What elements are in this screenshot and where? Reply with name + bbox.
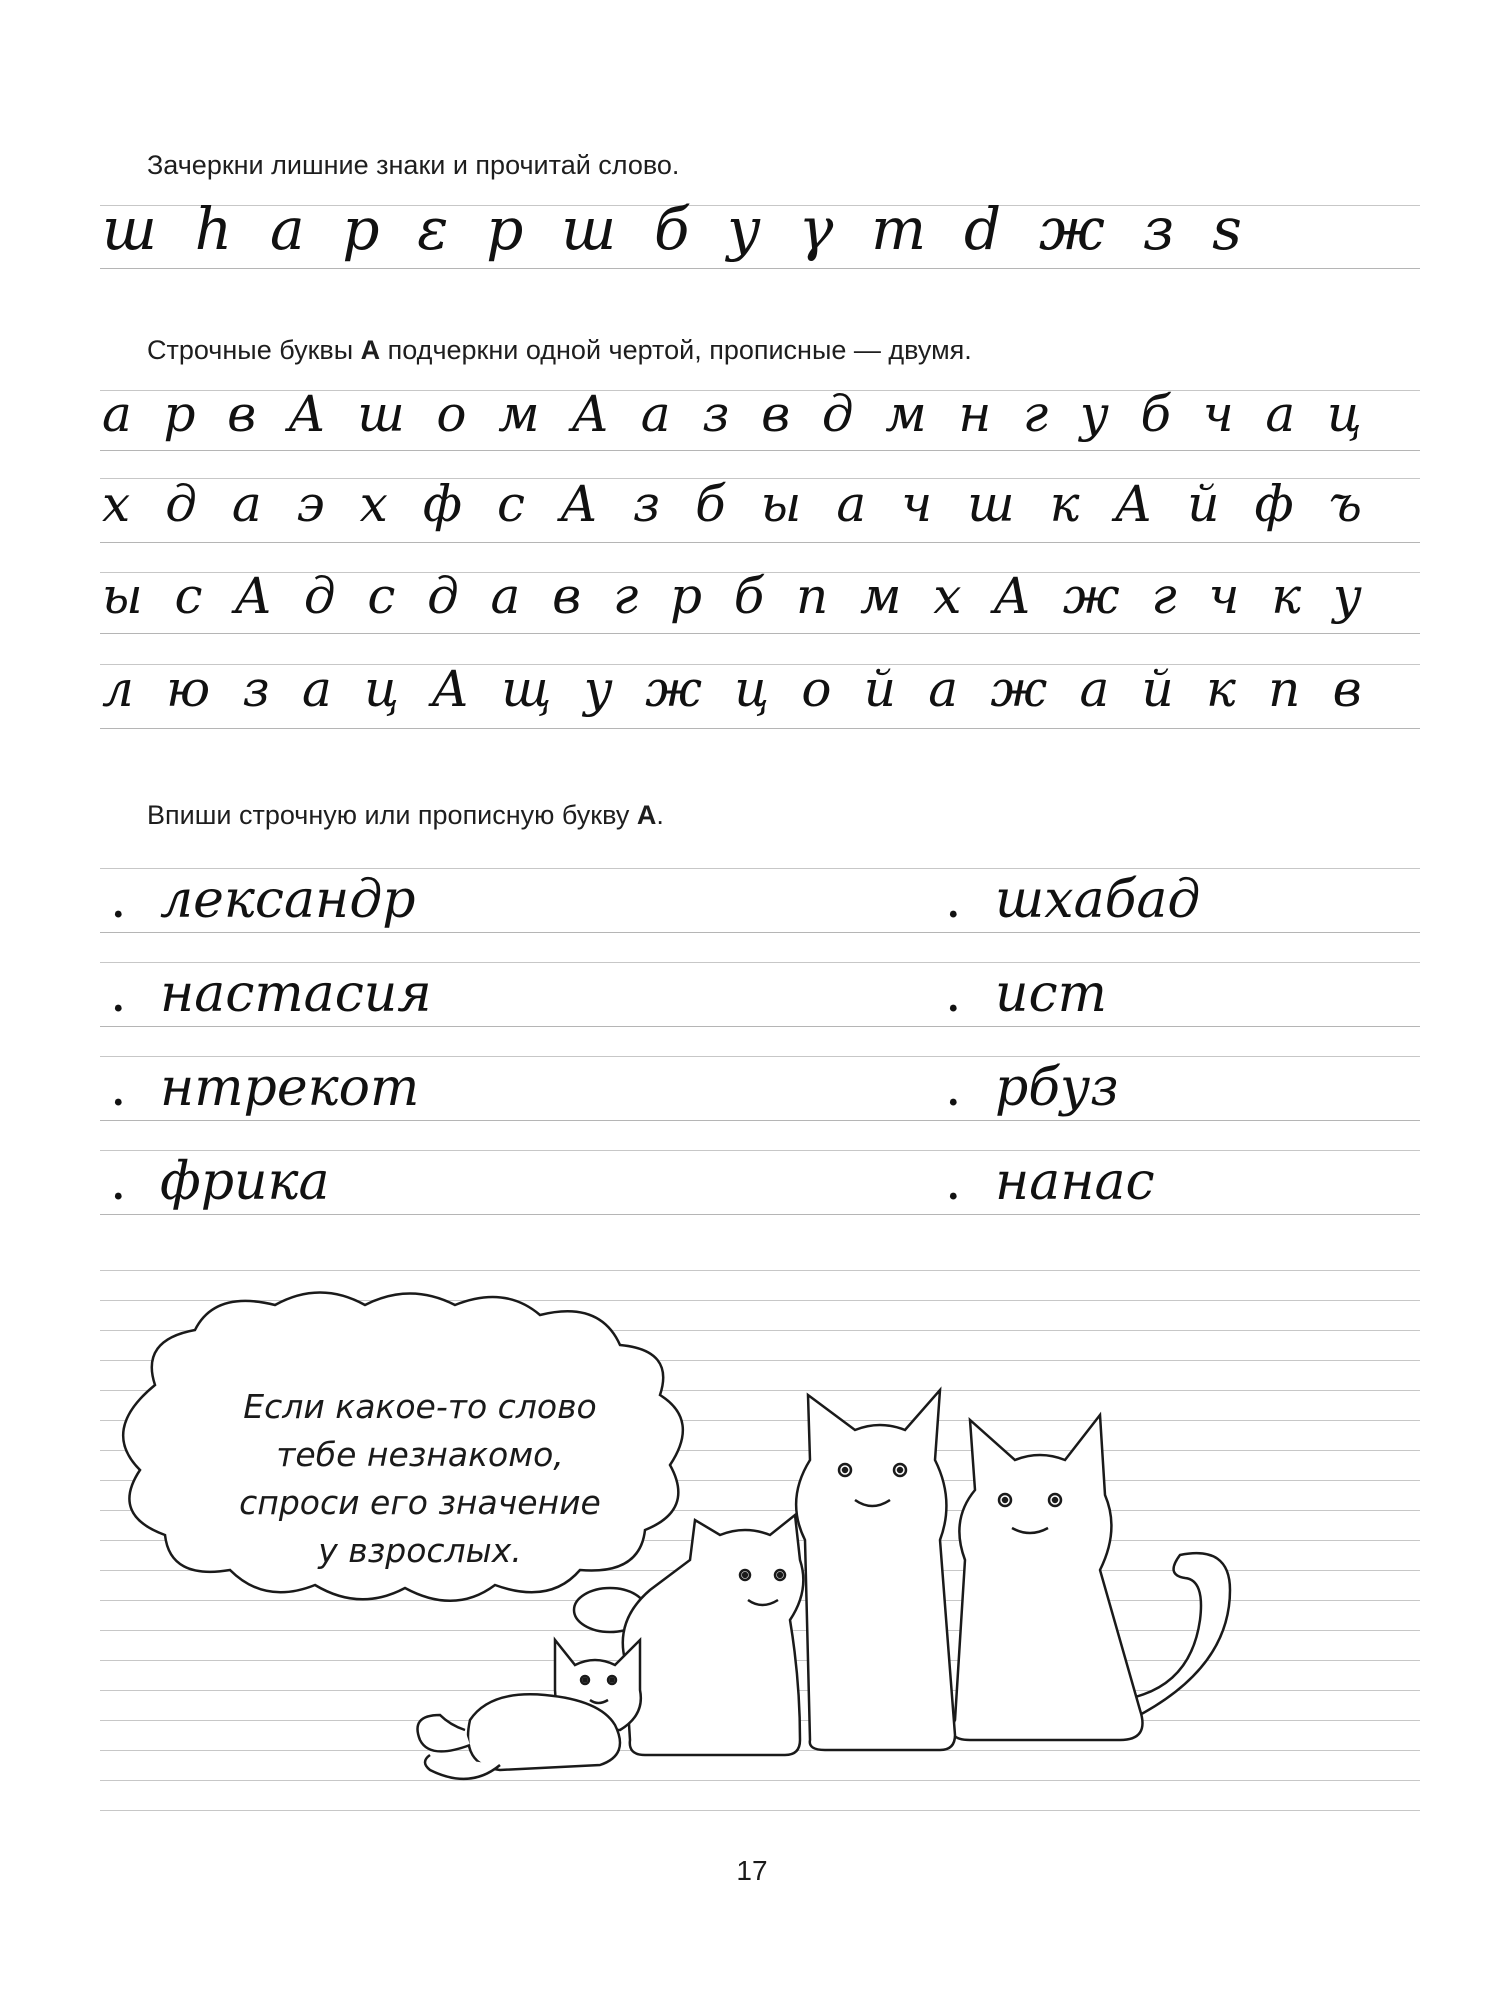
word-fragment: нанас xyxy=(995,1152,1155,1212)
cursive-letter[interactable]: л xyxy=(102,660,134,718)
cursive-letter[interactable]: у xyxy=(727,195,761,263)
blank-letter-slot[interactable]: . xyxy=(945,870,962,930)
cursive-letter[interactable]: ш xyxy=(967,475,1015,533)
cursive-letter[interactable]: а xyxy=(836,475,867,533)
cursive-letter[interactable]: к xyxy=(1049,475,1080,533)
cursive-letter[interactable]: у xyxy=(583,660,613,718)
cursive-letter[interactable]: к xyxy=(1271,567,1302,625)
cursive-letter[interactable]: А xyxy=(571,385,610,443)
cursive-letter[interactable]: А xyxy=(1114,475,1153,533)
cursive-letter[interactable]: a xyxy=(269,195,305,263)
cursive-letter[interactable]: ш xyxy=(561,195,617,263)
cursive-letter[interactable]: у xyxy=(1079,385,1109,443)
cursive-letter[interactable]: й xyxy=(863,660,896,718)
cursive-letter[interactable]: м xyxy=(498,385,540,443)
bubble-line: спроси его значение xyxy=(239,1483,601,1522)
cursive-letter[interactable]: а xyxy=(640,385,671,443)
cursive-letter[interactable]: н xyxy=(958,385,992,443)
speech-bubble-text xyxy=(190,1383,650,1575)
cursive-letter[interactable]: p xyxy=(342,195,380,263)
cursive-letter[interactable]: й xyxy=(1187,475,1220,533)
word-fragment: шхабад xyxy=(995,870,1201,930)
cursive-letter[interactable]: а xyxy=(1265,385,1296,443)
cursive-letter[interactable]: д xyxy=(303,567,336,625)
cursive-letter[interactable]: ш xyxy=(357,385,405,443)
cursive-letter[interactable]: х xyxy=(933,567,962,625)
cursive-letter[interactable]: п xyxy=(1268,660,1301,718)
cursive-letter[interactable]: д xyxy=(821,385,854,443)
cursive-letter[interactable]: ъ xyxy=(1328,475,1362,533)
cursive-letter[interactable]: ε xyxy=(417,195,449,263)
cursive-letter[interactable]: ю xyxy=(166,660,211,718)
cursive-letter[interactable]: ц xyxy=(364,660,399,718)
cursive-letter[interactable]: х xyxy=(102,475,131,533)
cursive-letter[interactable]: а xyxy=(102,385,132,443)
cursive-letter[interactable]: з xyxy=(702,385,730,443)
instruction-text: Строчные буквы xyxy=(147,335,361,365)
cursive-letter[interactable]: ч xyxy=(1202,385,1234,443)
cursive-letter[interactable]: ч xyxy=(1208,567,1240,625)
blank-letter-slot[interactable]: . xyxy=(110,870,127,930)
blank-letter-slot[interactable]: . xyxy=(110,964,127,1024)
bubble-line: у взрослых. xyxy=(318,1531,522,1570)
cursive-letter[interactable]: с xyxy=(367,567,396,625)
cursive-letter[interactable]: р xyxy=(486,195,524,263)
word-fragment: лександр xyxy=(160,870,416,930)
bubble-line: тебе незнакомо, xyxy=(276,1435,564,1474)
cursive-letter[interactable]: б xyxy=(733,567,765,625)
cursive-letter[interactable]: А xyxy=(287,385,326,443)
cursive-letter[interactable]: в xyxy=(761,385,791,443)
cursive-letter[interactable]: s xyxy=(1212,195,1242,263)
cursive-letter[interactable]: ц xyxy=(734,660,770,718)
cursive-letter[interactable]: д xyxy=(427,567,459,625)
cursive-letter[interactable]: х xyxy=(359,475,388,533)
cursive-letter[interactable]: А xyxy=(993,567,1032,625)
cursive-letter[interactable]: г xyxy=(1151,567,1177,625)
cursive-letter[interactable]: с xyxy=(496,475,525,533)
instruction-text: подчеркни одной чертой, прописные — двумя. xyxy=(380,335,972,365)
cursive-letter[interactable]: А xyxy=(431,660,470,718)
cursive-letter[interactable]: а xyxy=(302,660,332,718)
blank-letter-slot[interactable]: . xyxy=(110,1058,127,1118)
blank-letter-slot[interactable]: . xyxy=(945,964,962,1024)
cursive-letter[interactable]: р xyxy=(163,385,196,443)
cursive-letter[interactable]: ф xyxy=(422,475,462,533)
cursive-letter[interactable]: а xyxy=(490,567,521,625)
cursive-letter[interactable]: г xyxy=(612,567,639,625)
cursive-letter[interactable]: ф xyxy=(1254,475,1294,533)
cursive-letter[interactable]: ч xyxy=(901,475,933,533)
cursive-letter[interactable]: ы xyxy=(760,475,802,533)
cursive-letter[interactable]: в xyxy=(1332,660,1362,718)
cursive-letter[interactable]: ж xyxy=(990,660,1048,718)
cursive-letter[interactable]: d xyxy=(963,195,1002,263)
cursive-letter[interactable]: ы xyxy=(102,567,143,625)
cursive-letter[interactable]: γ xyxy=(798,195,834,263)
blank-letter-slot[interactable]: . xyxy=(945,1058,962,1118)
cursive-letter[interactable]: а xyxy=(231,475,262,533)
cursive-letter[interactable]: ж xyxy=(1062,567,1120,625)
instruction-letter: А xyxy=(360,335,381,365)
cursive-letter[interactable]: р xyxy=(670,567,703,625)
cursive-letter[interactable]: с xyxy=(174,567,203,625)
instruction-text: Зачеркни лишние знаки и прочитай слово. xyxy=(147,150,680,180)
cursive-letter[interactable]: щ xyxy=(501,660,552,718)
cursive-letter[interactable]: m xyxy=(871,195,927,263)
cursive-letter[interactable]: а xyxy=(1079,660,1110,718)
cursive-letter[interactable]: ш xyxy=(102,195,157,263)
cursive-letter[interactable]: г xyxy=(1022,385,1049,443)
instruction-text: Впиши строчную или прописную букву xyxy=(147,800,637,830)
cursive-letter[interactable]: й xyxy=(1141,660,1174,718)
word-fragment: фрика xyxy=(160,1152,330,1212)
cursive-letter[interactable]: у xyxy=(1332,567,1362,625)
cursive-letter[interactable]: з xyxy=(1142,195,1175,263)
cursive-letter[interactable]: п xyxy=(796,567,829,625)
cursive-letter[interactable]: в xyxy=(227,385,257,443)
cursive-letter[interactable]: ц xyxy=(1326,385,1362,443)
cursive-letter[interactable]: о xyxy=(801,660,832,718)
word-fragment: настасия xyxy=(160,964,432,1024)
bubble-line: Если какое-то слово xyxy=(243,1387,597,1426)
cursive-letter[interactable]: б xyxy=(1140,385,1172,443)
cursive-letter[interactable]: з xyxy=(632,475,661,533)
word-fragment: нтрекот xyxy=(160,1058,420,1118)
blank-letter-slot[interactable]: . xyxy=(945,1152,962,1212)
cursive-letter[interactable]: м xyxy=(860,567,902,625)
cursive-letter[interactable]: к xyxy=(1206,660,1236,718)
cursive-letter[interactable]: б xyxy=(653,195,690,263)
cursive-letter[interactable]: h xyxy=(194,195,233,263)
cursive-letter[interactable]: А xyxy=(559,475,598,533)
instruction-text: . xyxy=(656,800,664,830)
cursive-letter[interactable]: з xyxy=(242,660,270,718)
cursive-letter[interactable]: м xyxy=(885,385,927,443)
word-fragment: рбуз xyxy=(995,1058,1119,1118)
cursive-letter[interactable]: А xyxy=(234,567,273,625)
cursive-letter[interactable]: о xyxy=(436,385,467,443)
cursive-letter[interactable]: в xyxy=(552,567,582,625)
cursive-letter[interactable]: а xyxy=(928,660,959,718)
cursive-letter[interactable]: э xyxy=(296,475,325,533)
word-fragment: ист xyxy=(995,964,1107,1024)
instruction-letter: А xyxy=(636,800,657,830)
cursive-letter[interactable]: б xyxy=(695,475,726,533)
page-number: 17 xyxy=(736,1855,768,1886)
cursive-letter[interactable]: ж xyxy=(1038,195,1105,263)
cursive-letter[interactable]: д xyxy=(165,475,197,533)
cursive-letter[interactable]: ж xyxy=(645,660,702,718)
blank-letter-slot[interactable]: . xyxy=(110,1152,127,1212)
